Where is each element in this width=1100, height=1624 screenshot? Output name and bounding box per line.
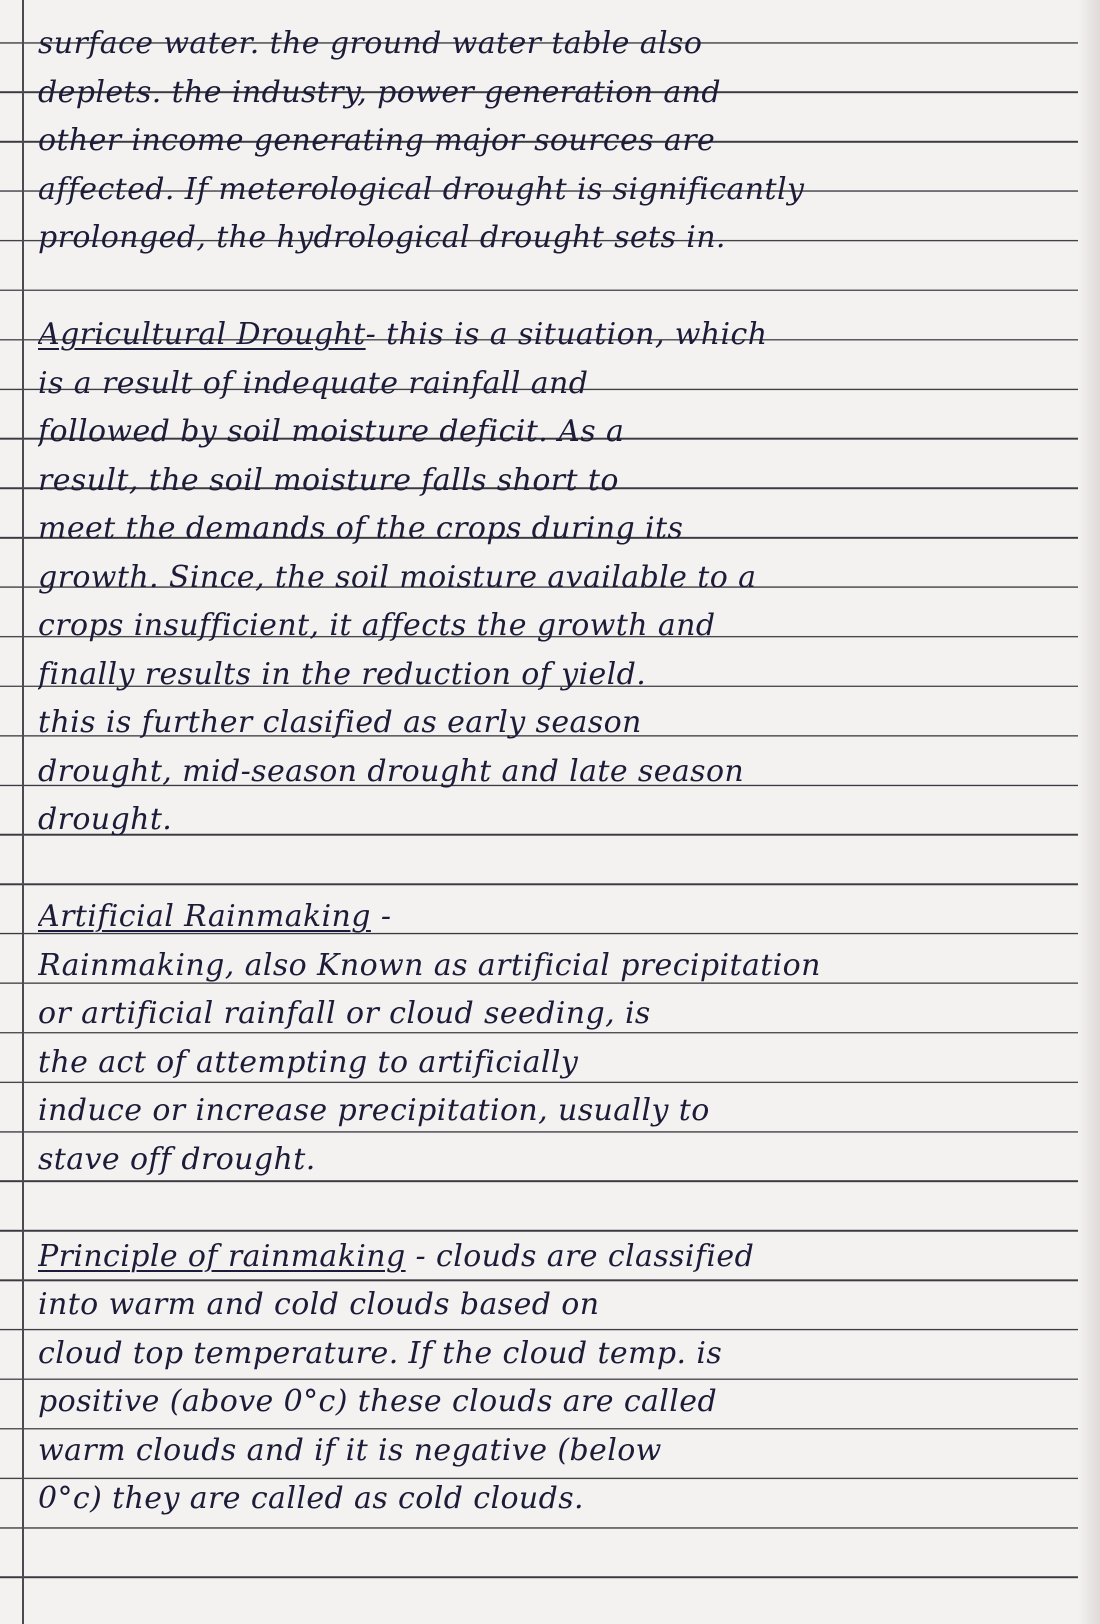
note-line: drought, mid-season drought and late season <box>38 753 745 789</box>
note-line: prolonged, the hydrological drought sets in. <box>38 220 726 255</box>
note-line: finally results in the reduction of yield. <box>38 656 647 692</box>
principle-of-rainmaking-heading: Principle of rainmaking <box>38 1238 406 1274</box>
note-line: or artificial rainfall or cloud seeding, is <box>38 996 651 1031</box>
note-line: warm clouds and if it is negative (below <box>38 1432 662 1468</box>
heading-line-rest: - clouds are classified <box>405 1238 755 1274</box>
heading-line-rest: - <box>370 899 392 934</box>
note-line: followed by soil moisture deficit. As a <box>38 414 625 449</box>
note-line: other income generating major sources are <box>38 123 716 158</box>
blank-line <box>38 1184 1078 1233</box>
heading-line-rest: - this is a situation, which <box>365 317 768 352</box>
note-line: the act of attempting to artificially <box>38 1044 579 1080</box>
artificial-rainmaking-section <box>38 893 1078 1184</box>
section-first-line <box>38 1233 1078 1282</box>
note-line: result, the soil moisture falls short to <box>38 462 619 498</box>
page-edge-shadow <box>1078 0 1100 1624</box>
blank-line <box>38 263 1078 312</box>
note-line: meet the demands of the crops during its <box>38 511 684 546</box>
note-line: growth. Since, the soil moisture available to a <box>38 559 757 595</box>
note-line: stave off drought. <box>38 1141 316 1177</box>
note-line: deplets. the industry, power generation and <box>38 74 721 110</box>
note-line: positive (above 0°c) these clouds are called <box>38 1384 718 1419</box>
note-line: surface water. the ground water table also <box>38 26 703 61</box>
continuation-paragraph <box>38 20 1078 263</box>
blank-line <box>38 845 1078 894</box>
note-line: crops insufficient, it affects the growth and <box>38 608 716 643</box>
note-line: affected. If meterological drought is significantly <box>38 171 805 207</box>
artificial-rainmaking-heading: Artificial Rainmaking <box>38 899 371 934</box>
agricultural-drought-section <box>38 311 1078 845</box>
note-line: cloud top temperature. If the cloud temp. is <box>38 1335 723 1371</box>
section-first-line <box>38 311 1078 360</box>
note-line: 0°c) they are called as cold clouds. <box>38 1481 584 1516</box>
note-line: induce or increase precipitation, usually to <box>38 1093 710 1128</box>
note-line: Rainmaking, also Known as artificial precipitation <box>38 947 821 983</box>
section-first-line <box>38 893 1078 942</box>
handwritten-notes <box>38 20 1078 1524</box>
note-line: into warm and cold clouds based on <box>38 1287 600 1322</box>
principle-of-rainmaking-section <box>38 1233 1078 1524</box>
agricultural-drought-heading: Agricultural Drought <box>38 317 366 352</box>
margin-line <box>22 0 24 1624</box>
note-line: is a result of indequate rainfall and <box>38 365 589 401</box>
note-line: drought. <box>38 802 173 837</box>
note-line: this is further clasified as early season <box>38 705 642 740</box>
